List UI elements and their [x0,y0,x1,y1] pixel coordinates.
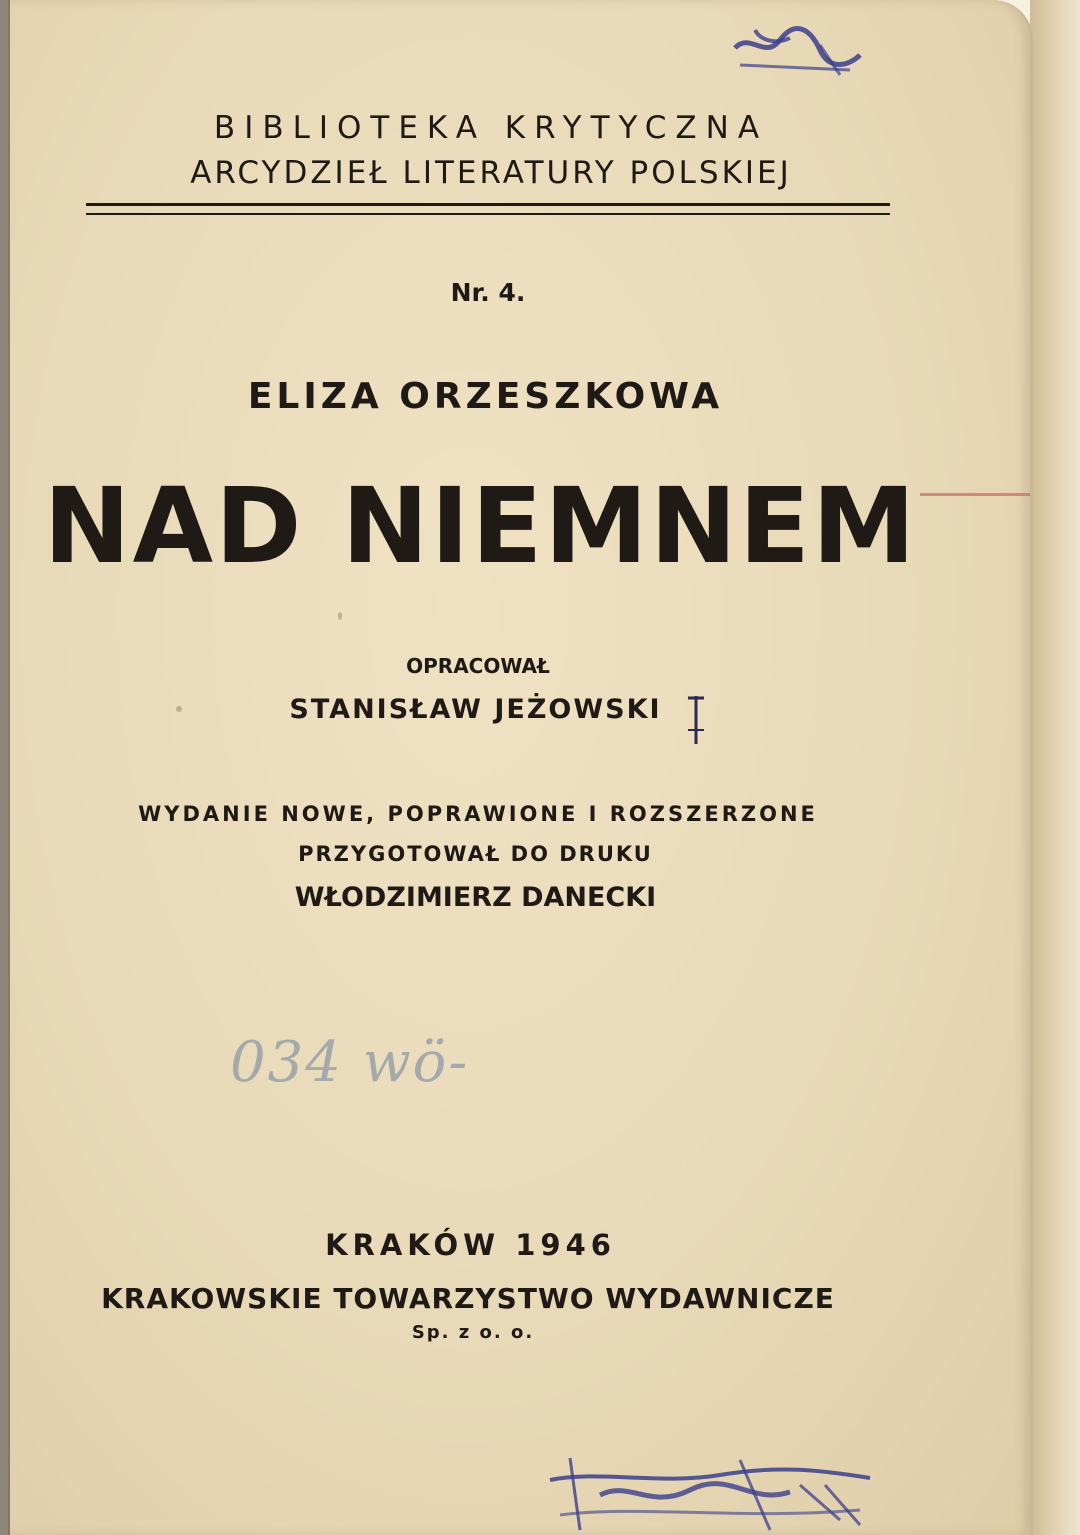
company-form: Sp. z o. o. [411,1322,535,1343]
series-title-line-1: BIBLIOTEKA KRYTYCZNA [213,110,769,146]
series-title-line-2: ARCYDZIEŁ LITERATURY POLSKIEJ [190,155,792,191]
editor-label: OPRACOWAŁ [406,654,550,678]
publisher-name: KRAKOWSKIE TOWARZYSTWO WYDAWNICZE [101,1282,835,1315]
header-rule-thick [86,203,890,206]
header-rule-thin [86,213,890,215]
dagger-mark-icon [684,692,708,752]
editor-name: STANISŁAW JEŻOWSKI [289,694,662,725]
author-name: ELIZA ORZESZKOWA [247,376,724,417]
edition-note: WYDANIE NOWE, POPRAWIONE I ROZSZERZONE [138,802,818,826]
page-edge-strip [1030,0,1080,1535]
signature-stamp-top-icon [720,10,870,85]
handwritten-shelf-mark: 034 wö- [230,1030,470,1095]
place-and-year: KRAKÓW 1946 [325,1228,616,1262]
prepared-label: PRZYGOTOWAŁ DO DRUKU [298,842,653,866]
signature-stamp-bottom-icon [540,1450,880,1535]
paper-speck [176,706,182,712]
red-pencil-mark [920,493,1030,496]
binding-edge [0,0,10,1535]
book-cover [8,0,1033,1535]
book-title: NAD NIEMNEM [43,465,918,587]
volume-number: Nr. 4. [450,278,526,307]
paper-speck [338,612,342,620]
preparer-name: WŁODZIMIERZ DANECKI [294,882,657,913]
